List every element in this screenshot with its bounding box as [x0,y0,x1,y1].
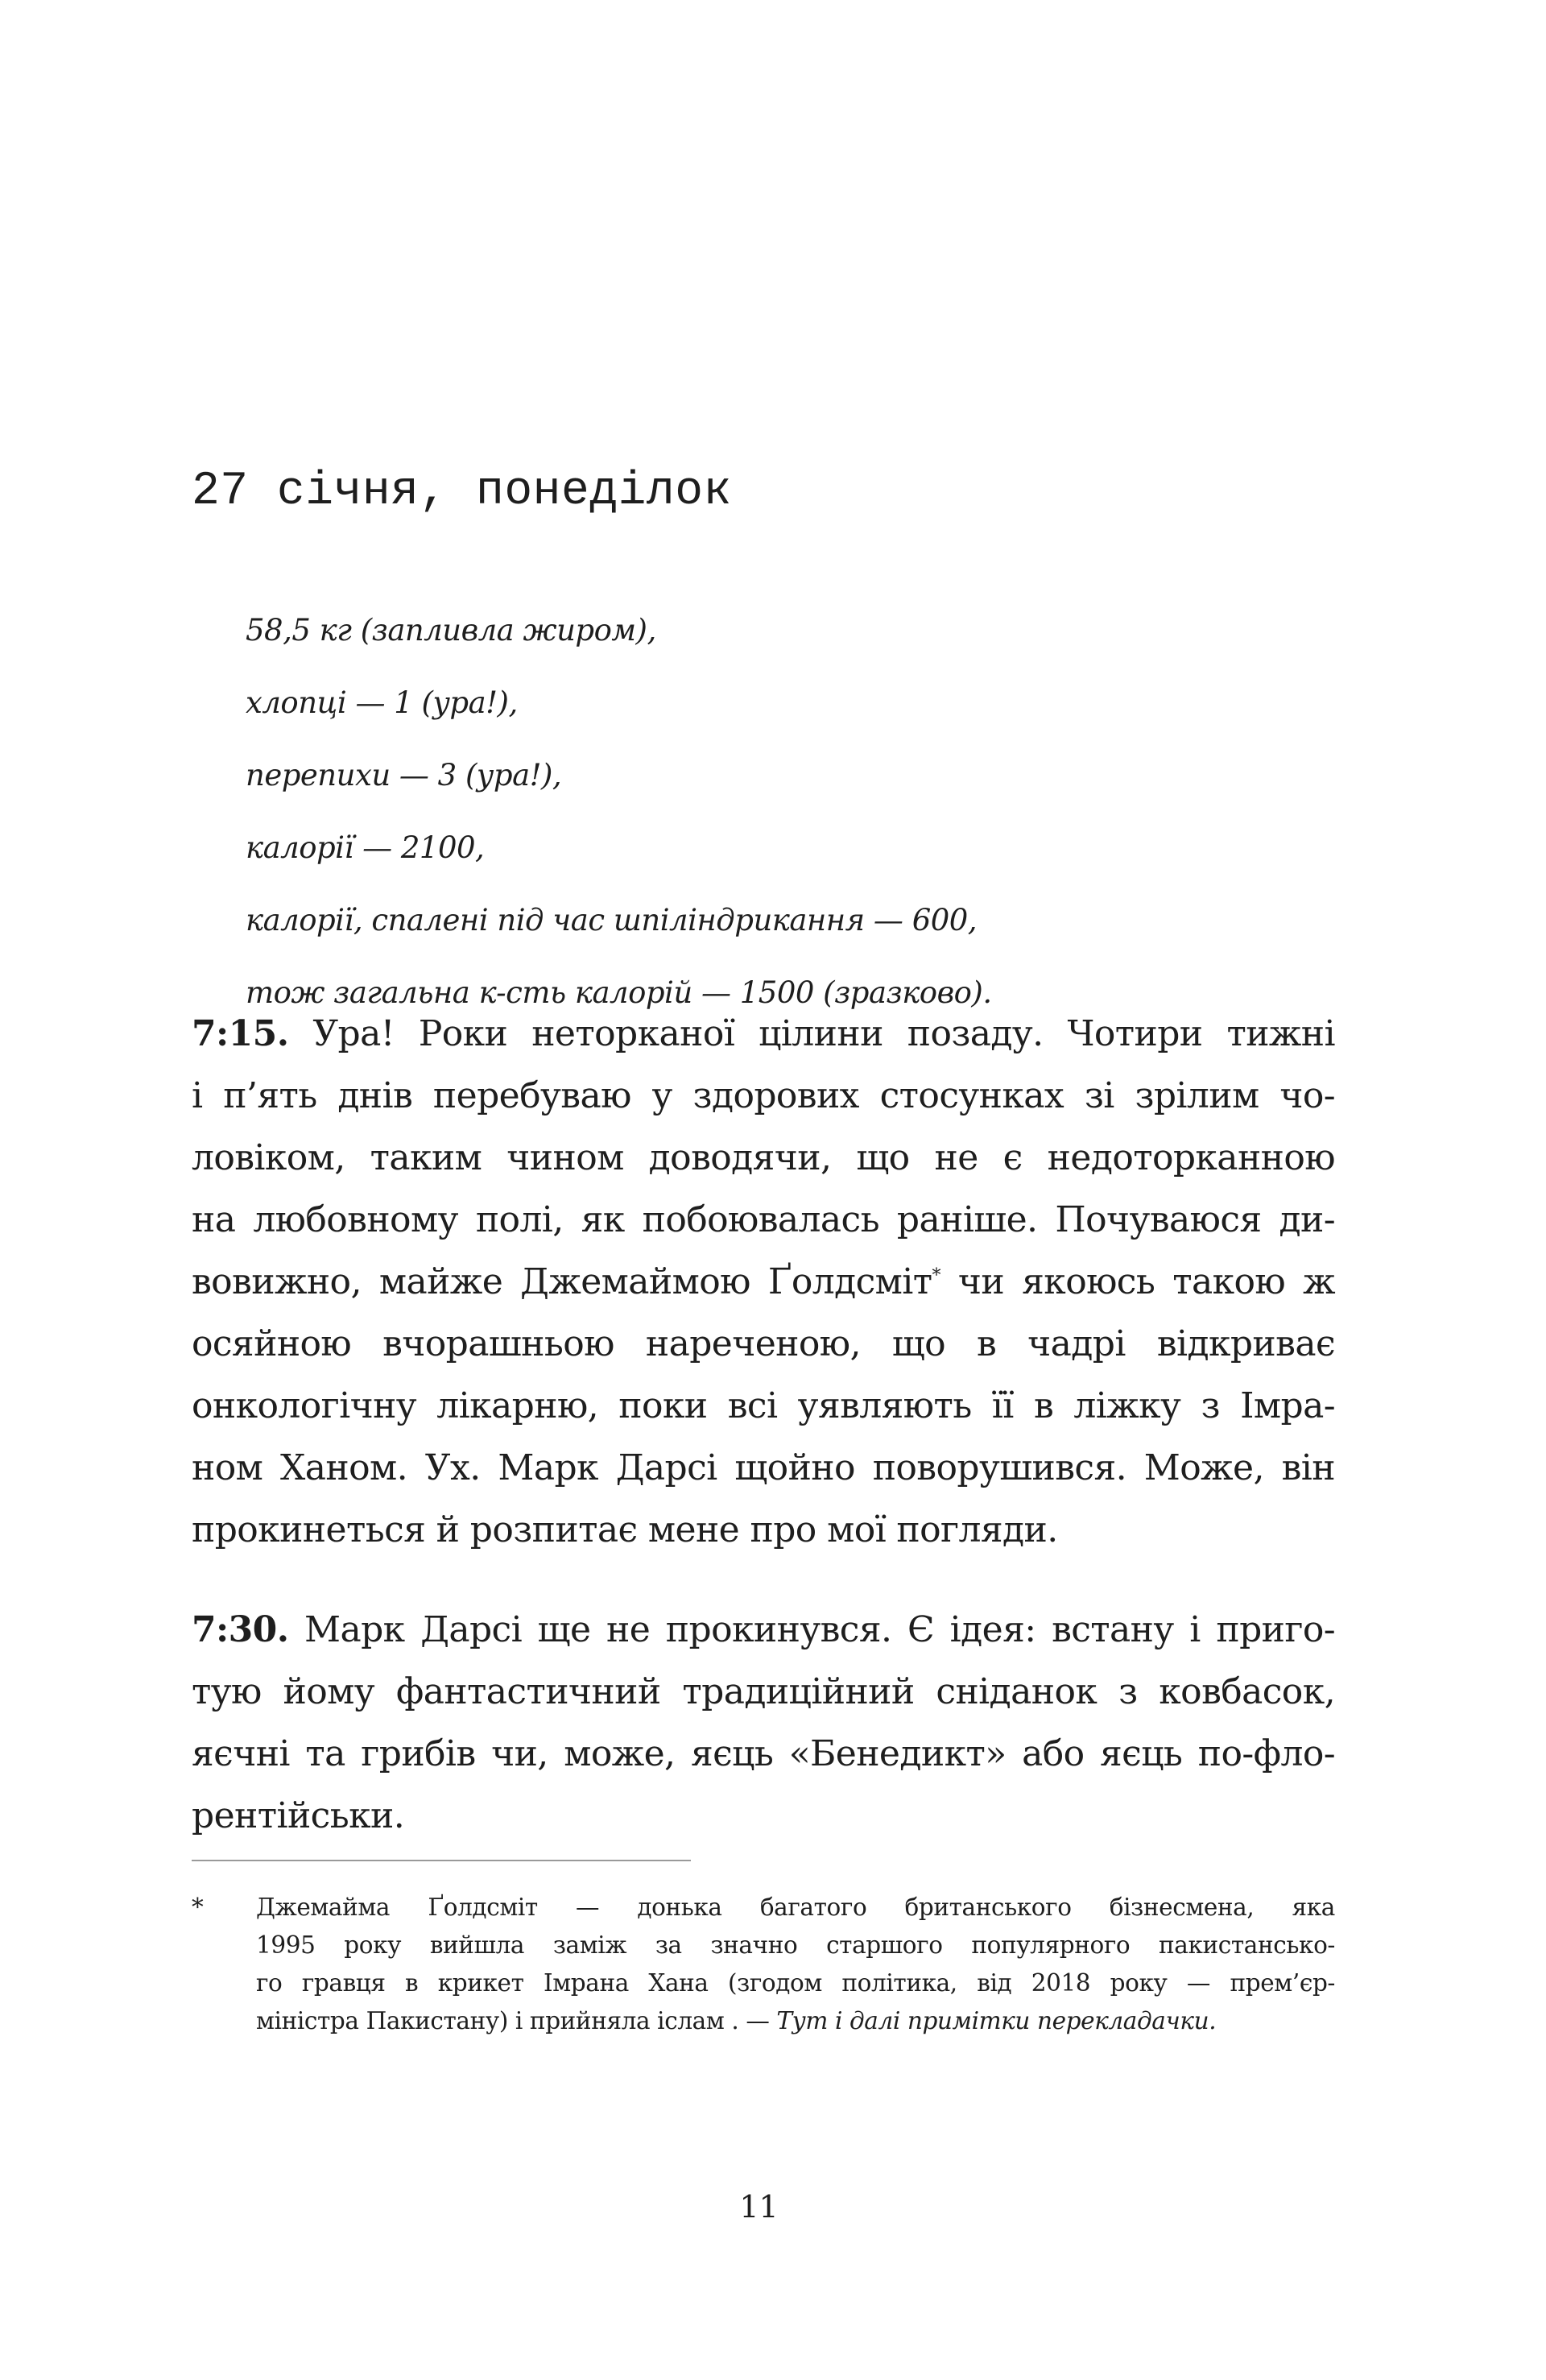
diary-entry-730 [192,1599,1335,1847]
entry-line: рентійськи. [192,1795,405,1836]
translator-note: Тут і далі примітки перекладачки. [776,2007,1217,2034]
entry-line: осяйною вчорашньою нареченою, що в чадрі відкриває [192,1323,1335,1364]
page-number: 11 [739,2189,779,2225]
entry-line: на любовному полі, як побоювалась раніше. Почуваюся ди- [192,1199,1335,1240]
entry-line: вовижно, майже Джемаймою Ґолдсміт* чи якоюсь такою ж [192,1261,1335,1302]
entry-line: прокинеться й розпитає мене про мої погляди. [192,1509,1058,1550]
entry-line: і п’ять днів перебуваю у здорових стосунках зі зрілим чо- [192,1075,1335,1116]
footnote-line: 1995 року вийшла заміж за значно старшого популярного пакистансько- [256,1931,1335,1959]
footnote-divider [192,1860,691,1861]
stat-calories-burned: калорії, спалені під час шпіліндрикання — 600, [246,903,978,938]
entry-line: тую йому фантастичний традиційний сніданок з ковбасок, [192,1671,1335,1712]
footnote-mark: * [192,1894,204,1921]
footnote-line: Джемайма Ґолдсміт — донька багатого британського бізнесмена, яка [256,1894,1335,1921]
entry-line: ловіком, таким чином доводячи, що не є недоторканною [192,1137,1335,1178]
entry-line: 7:30. Марк Дарсі ще не прокинувся. Є ідея: встану і приго- [192,1609,1335,1650]
entry-line: 7:15. Ура! Роки неторканої цілини позаду. Чотири тижні [192,1013,1336,1054]
stat-weight: 58,5 кг (запливла жиром), [246,613,656,648]
footnote-line: го гравця в крикет Імрана Хана (згодом політика, від 2018 року — прем’єр- [256,1969,1335,1997]
entry-time: 7:30. [192,1609,289,1650]
entry-line: ном Ханом. Ух. Марк Дарсі щойно поворушився. Може, він [192,1447,1335,1488]
footnote-reference[interactable]: * [932,1265,940,1286]
footnote-line: міністра Пакистану) і прийняла іслам . — Тут і далі примітки перекладачки. [256,2007,1217,2034]
stat-boyfriends: хлопці — 1 (ура!), [246,685,518,720]
entry-line: онкологічну лікарню, поки всі уявляють її в ліжку з Імра- [192,1385,1335,1426]
entry-line: яєчні та грибів чи, може, яєць «Бенедикт» або яєць по-фло- [192,1733,1335,1774]
diary-stats-list [246,594,992,1029]
stat-calories-total: тож загальна к-сть калорій — 1500 (зразково). [246,975,992,1010]
entry-time: 7:15. [192,1013,289,1054]
stat-calories: калорії — 2100, [246,830,485,865]
stat-sex: перепихи — 3 (ура!), [246,758,562,793]
diary-date-heading: 27 січня, понеділок [192,466,732,518]
diary-entry-715 [192,1003,1335,1561]
footnote-body [256,1889,1335,2040]
